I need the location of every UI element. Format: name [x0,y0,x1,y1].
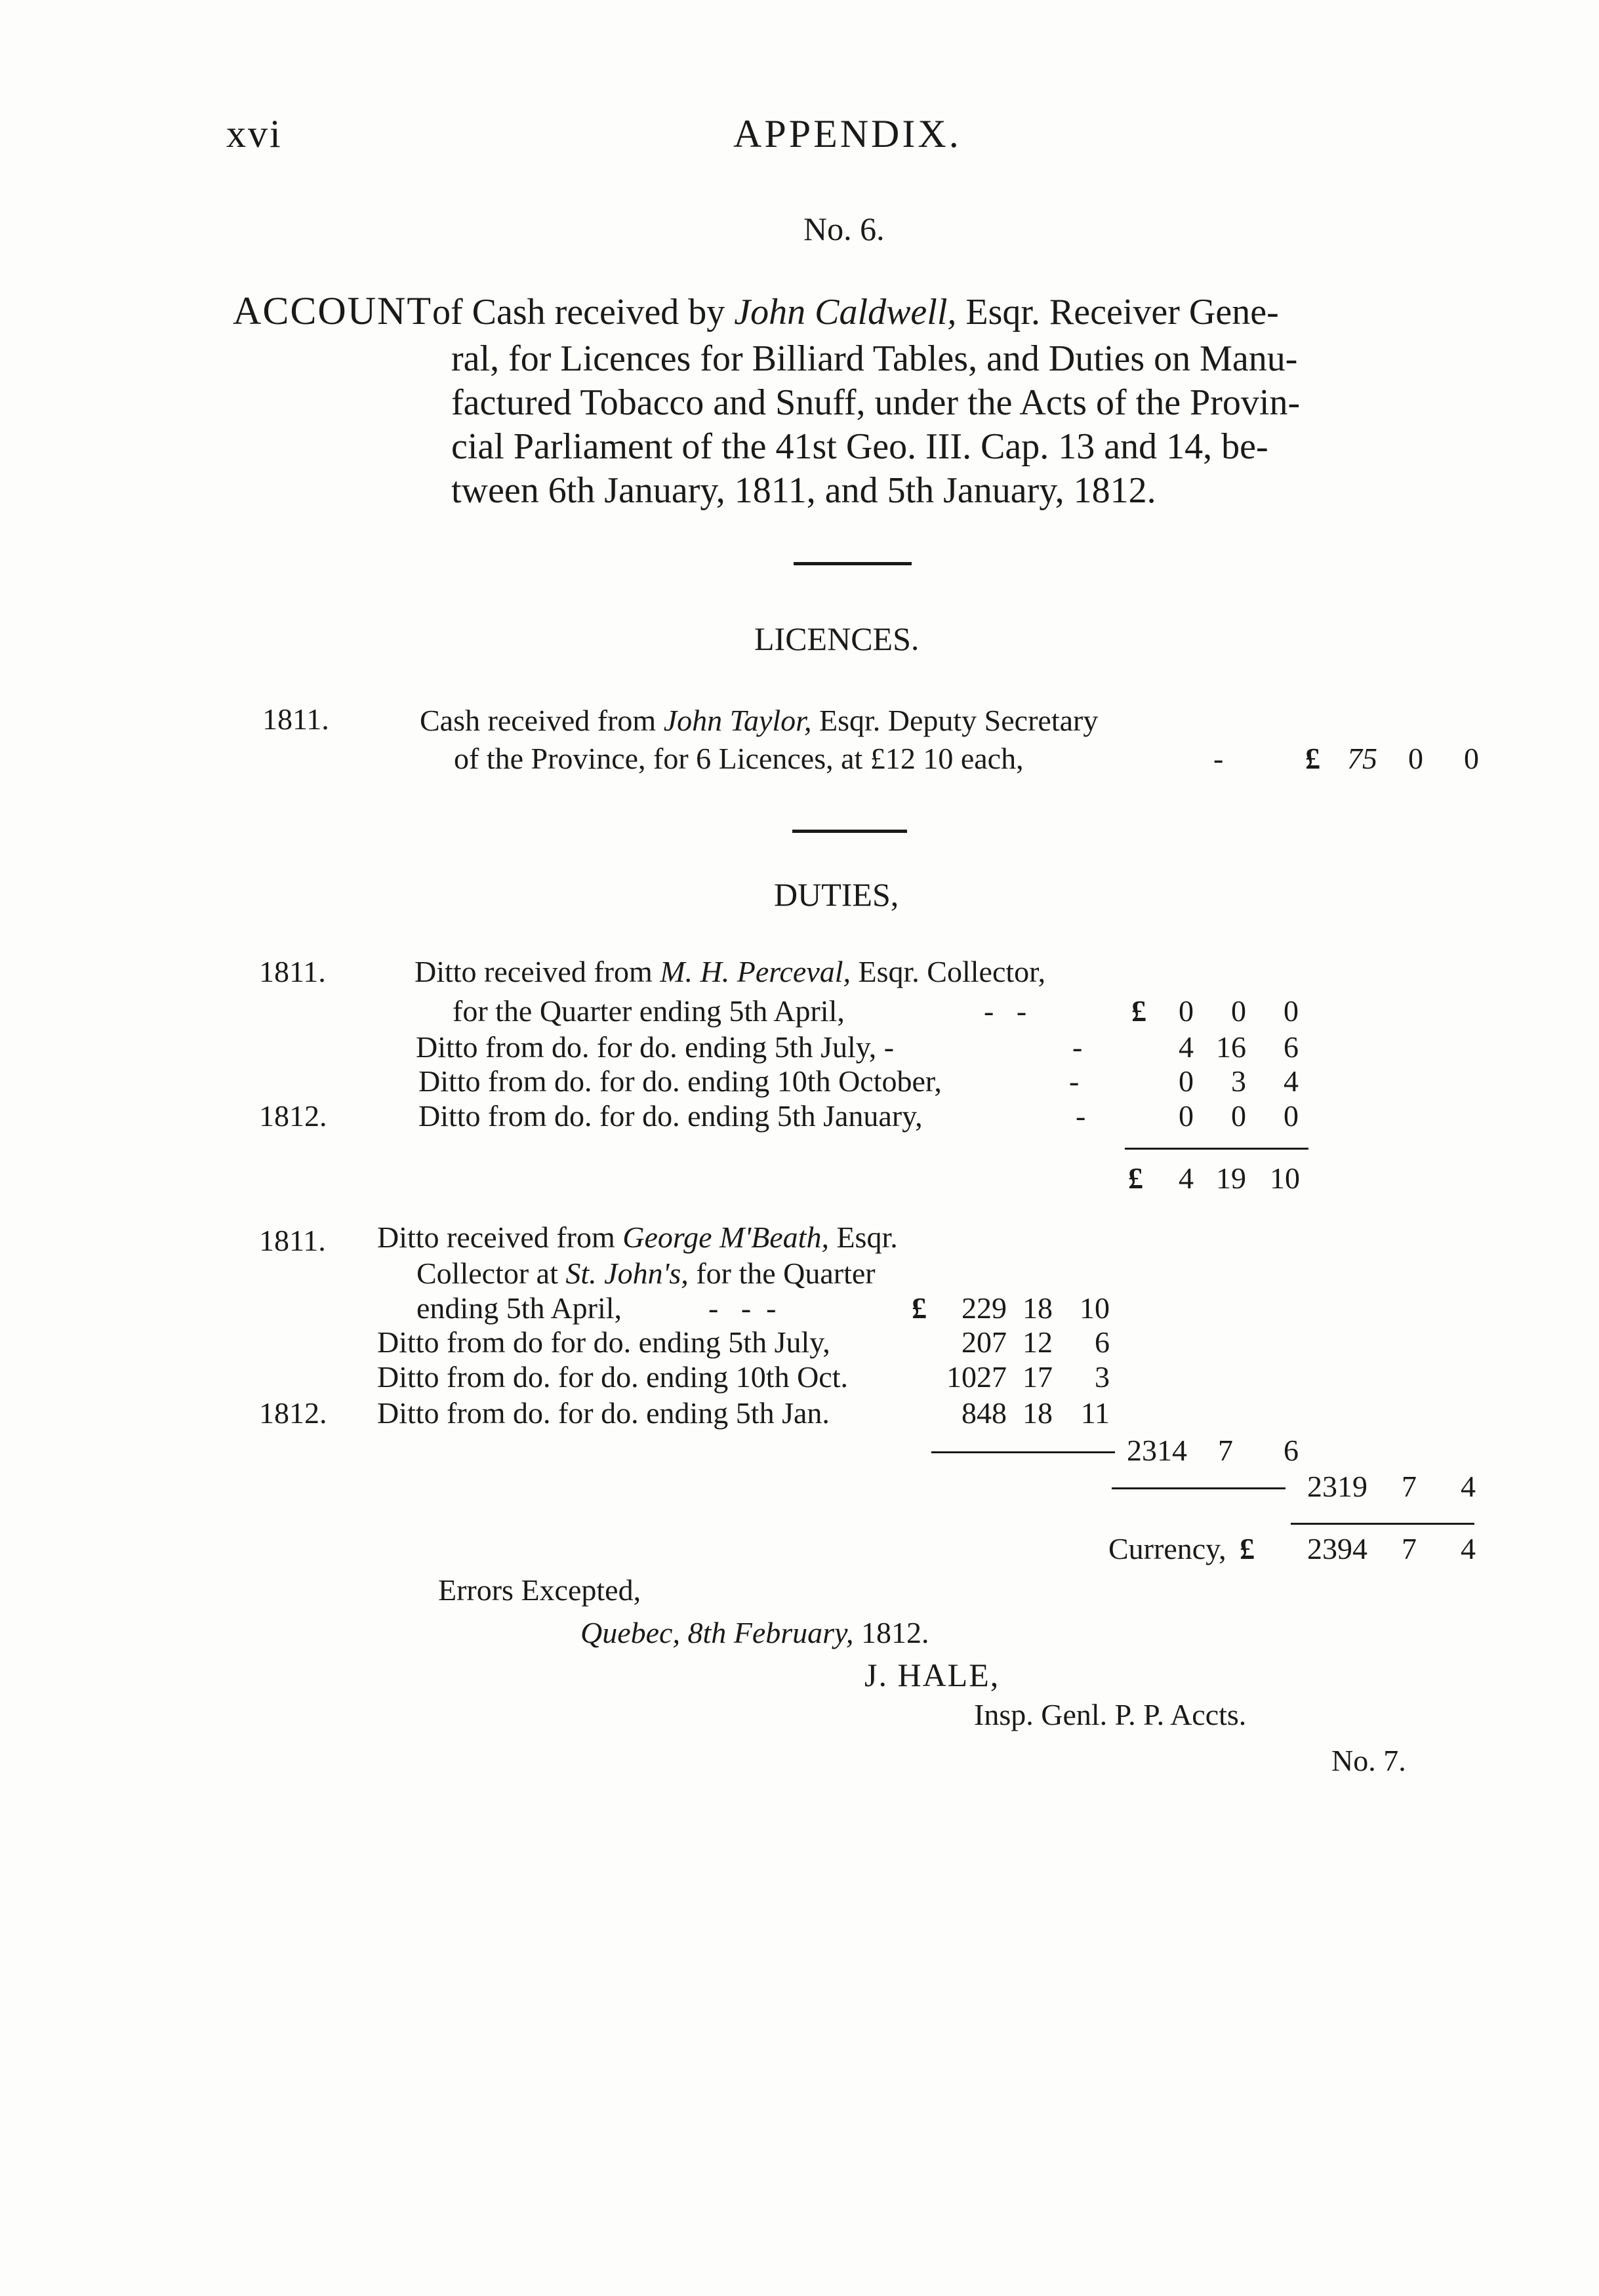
section-number: No. 6. [803,211,885,247]
mbeath-row-0-d: 10 [1080,1291,1110,1325]
date: 8th February, [687,1616,854,1649]
intro-l1-name: John Caldwell, [734,292,957,332]
perceval-lead-name: M. H. Perceval, [660,955,851,988]
intro-line-1 [233,289,1279,334]
currency-label: Currency, [1108,1532,1226,1565]
licences-year: 1811. [262,702,329,736]
mbeath-row-0-dots: - - - [708,1291,777,1325]
mbeath-subtotal-l: 2314 [1127,1434,1187,1467]
currency-l: 2394 [1307,1532,1367,1565]
mbeath-row-0-l: 229 [961,1291,1007,1325]
perceval-row-1-s: 16 [1216,1030,1246,1064]
date-year: 1812. [860,1616,929,1649]
currency-pound: £ [1240,1532,1255,1565]
currency-rule [1291,1523,1474,1525]
perceval-row-2-l: 0 [1179,1064,1194,1098]
perceval-row-3-dots: - [1076,1099,1086,1133]
page-title: APPENDIX. [733,112,961,155]
mbeath-row-2-text: Ditto from do. for do. ending 10th Oct. [377,1360,849,1394]
mbeath-row-1-text: Ditto from do for do. ending 5th July, [377,1325,830,1359]
perceval-row-1-dots: - [1072,1030,1083,1064]
signer: J. HALE, [864,1657,1000,1693]
perceval-total-l: 4 [1179,1161,1194,1195]
mbeath-lead [377,1220,898,1255]
intro-l1-a: of Cash received by [432,292,735,332]
intro-line-2: ral, for Licences for Billiard Tables, and Duties on Manu- [451,338,1298,379]
mbeath-row-0-s: 18 [1022,1291,1053,1325]
divider-1 [794,562,912,565]
mbeath-subtotal-rule [931,1451,1115,1453]
mbeath-lead-a: Ditto received from [377,1220,623,1254]
perceval-row-3-text: Ditto from do. for do. ending 5th January, [418,1099,923,1133]
perceval-row-1-d: 6 [1284,1030,1299,1064]
mbeath-line2-b: for the Quarter [688,1257,876,1290]
licences-l1-name: John Taylor, [663,704,812,737]
sum-rule [1112,1487,1285,1489]
perceval-row-2-text: Ditto from do. for do. ending 10th October, [418,1064,942,1098]
mbeath-lead-name: George M'Beath, [622,1220,829,1254]
perceval-row-2-dots: - [1069,1064,1080,1098]
perceval-row-0-pound: £ [1131,994,1146,1028]
licences-d: 0 [1464,742,1479,775]
perceval-row-3-l: 0 [1179,1099,1194,1133]
licences-pound: £ [1305,742,1320,775]
intro-line-3: factured Tobacco and Snuff, under the Acts of the Provin- [451,382,1301,423]
perceval-row-0-d: 0 [1284,994,1299,1028]
sum-s: 7 [1402,1470,1417,1503]
perceval-year-1811: 1811. [259,955,326,988]
licences-s: 0 [1408,742,1423,775]
mbeath-row-1-l: 207 [961,1325,1007,1359]
errors-excepted: Errors Excepted, [438,1573,641,1607]
mbeath-row-3-s: 18 [1022,1396,1053,1430]
mbeath-row-0-pound: £ [912,1291,927,1325]
mbeath-subtotal-d: 6 [1284,1434,1299,1467]
mbeath-row-3-text: Ditto from do. for do. ending 5th Jan. [377,1396,830,1430]
perceval-lead [415,954,1045,989]
perceval-row-0-text: for the Quarter ending 5th April, [453,994,845,1028]
page-number: xvi [226,112,283,155]
licences-l: 75 [1347,742,1377,775]
mbeath-year-1812: 1812. [259,1396,327,1430]
sum-l: 2319 [1307,1470,1367,1503]
perceval-year-1812: 1812. [259,1099,327,1133]
mbeath-subtotal-s: 7 [1218,1434,1233,1467]
mbeath-row-3-d: 11 [1080,1396,1110,1430]
licences-l1-b: Esqr. Deputy Secretary [811,704,1099,737]
place-date [580,1615,929,1650]
intro-l1-b: Esqr. Receiver Gene- [956,292,1279,332]
perceval-row-0-s: 0 [1231,994,1246,1028]
perceval-lead-a: Ditto received from [415,955,660,988]
perceval-row-0-dots: - - [984,994,1027,1028]
currency-s: 7 [1402,1532,1417,1565]
sum-d: 4 [1461,1470,1476,1503]
perceval-total-pound: £ [1128,1161,1143,1195]
mbeath-year-1811: 1811. [259,1224,326,1257]
perceval-lead-b: Esqr. Collector, [851,955,1046,988]
intro-lead: ACCOUNT [233,289,433,332]
intro-line-4: cial Parliament of the 41st Geo. III. Cap. 13 and 14, be- [451,426,1268,467]
perceval-total-rule [1125,1148,1308,1150]
perceval-row-3-s: 0 [1231,1099,1246,1133]
mbeath-line2-a: Collector at [416,1257,566,1290]
perceval-row-0-l: 0 [1179,994,1194,1028]
signer-title: Insp. Genl. P. P. Accts. [974,1698,1247,1731]
perceval-row-1-text: Ditto from do. for do. ending 5th July, - [416,1030,895,1064]
mbeath-row-2-l: 1027 [946,1360,1007,1394]
mbeath-row-1-s: 12 [1022,1325,1053,1359]
perceval-row-1-l: 4 [1179,1030,1194,1064]
mbeath-line2-place: St. John's, [565,1257,689,1290]
intro-line-5: tween 6th January, 1811, and 5th January, 1812. [451,470,1156,511]
perceval-row-2-s: 3 [1231,1064,1246,1098]
next-section: No. 7. [1331,1744,1406,1777]
mbeath-row-0-text: ending 5th April, [416,1291,622,1325]
place: Quebec, [580,1616,680,1649]
divider-2 [792,830,907,833]
licences-dash: - [1213,742,1224,775]
duties-heading: DUTIES, [774,876,899,913]
perceval-row-3-d: 0 [1284,1099,1299,1133]
mbeath-row-2-d: 3 [1095,1360,1110,1394]
perceval-total-s: 19 [1216,1161,1246,1195]
licences-line-1 [420,703,1098,738]
mbeath-lead-b: Esqr. [828,1220,898,1254]
licences-l1-a: Cash received from [420,704,664,737]
currency-d: 4 [1461,1532,1476,1565]
mbeath-row-3-l: 848 [961,1396,1007,1430]
licences-heading: LICENCES. [754,620,920,657]
mbeath-row-2-s: 17 [1022,1360,1053,1394]
mbeath-line-2 [416,1256,876,1291]
perceval-row-2-d: 4 [1284,1064,1299,1098]
perceval-total-d: 10 [1270,1161,1300,1195]
mbeath-row-1-d: 6 [1095,1325,1110,1359]
licences-line-2: of the Province, for 6 Licences, at £12 10 each, [454,742,1024,775]
